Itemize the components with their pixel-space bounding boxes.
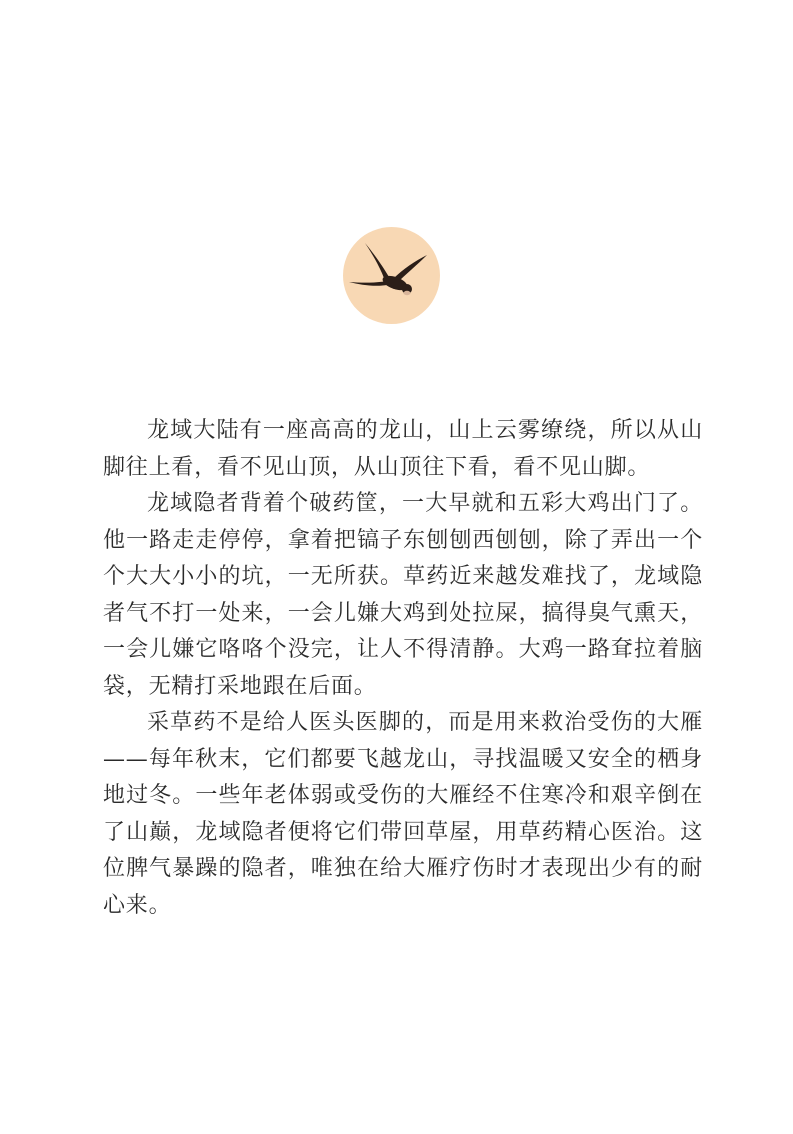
paragraph: 龙域隐者背着个破药筐，一大早就和五彩大鸡出门了。他一路走走停停，拿着把镐子东刨刨西刨刨，除了弄出一个个大大小小的坑，一无所获。草药近来越发难找了，龙域隐者气不打一处来，一会儿嫌大鸡到处拉屎，搞得臭气熏天，一会儿嫌它咯咯个没完，让人不得清静。大鸡一路耷拉着脑袋，无精打采地跟在后面。	[103, 491, 703, 699]
paragraph: 龙域大陆有一座高高的龙山，山上云雾缭绕，所以从山脚往上看，看不见山顶，从山顶往下看，看不见山脚。	[103, 418, 703, 480]
swallow-illustration	[343, 227, 440, 324]
swallow-icon	[343, 227, 440, 324]
paragraph: 采草药不是给人医头医脚的，而是用来救治受伤的大雁——每年秋末，它们都要飞越龙山，寻找温暖又安全的栖身地过冬。一些年老体弱或受伤的大雁经不住寒冷和艰辛倒在了山巅，龙域隐者便将它们带回草屋，用草药精心医治。这位脾气暴躁的隐者，唯独在给大雁疗伤时才表现出少有的耐心来。	[103, 710, 703, 918]
story-text	[103, 413, 703, 924]
